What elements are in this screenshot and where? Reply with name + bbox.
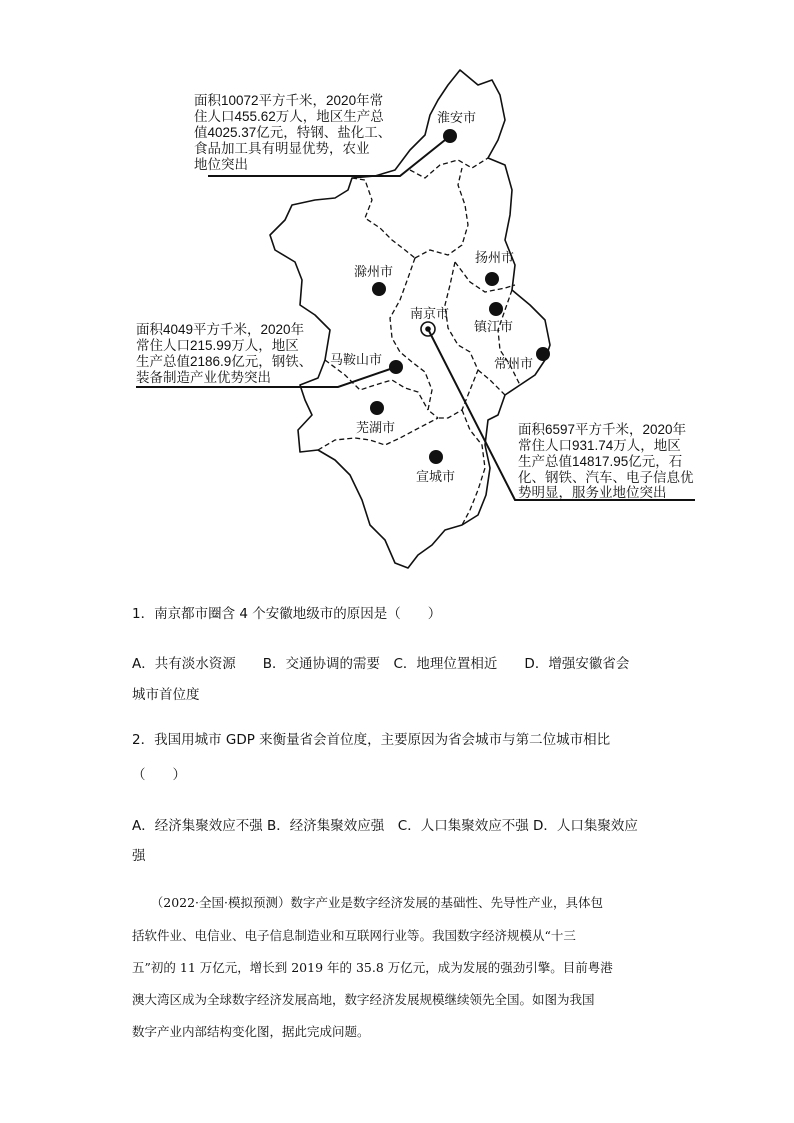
passage-line-2: 括软件业、电信业、电子信息制造业和互联网行业等。我国数字经济规模从“十三 [132,928,576,943]
boundary-yangzhou-south [455,262,515,292]
question-2-stem: 2．我国用城市 GDP 来衡量省会首位度，主要原因为省会城市与第二位城市相比 [132,732,611,748]
svg-text:装备制造产业优势突出: 装备制造产业优势突出 [136,370,271,385]
svg-text:常住人口215.99万人，地区: 常住人口215.99万人，地区 [136,338,299,353]
huaian-note [194,92,391,172]
svg-text:值4025.37亿元，特钢、盐化工、: 值4025.37亿元，特钢、盐化工、 [194,125,392,140]
zhenjiang-label: 镇江市 [474,320,514,335]
passage-line-4: 澳大湾区成为全球数字经济发展高地，数字经济发展规模继续领先全国。如图为我国 [132,992,595,1007]
huaian-label: 淮安市 [437,111,477,126]
yangzhou-label: 扬州市 [475,251,515,266]
zhenjiang-dot [489,302,503,316]
passage-line-3: 五”初的 11 万亿元，增长到 2019 年的 35.8 万亿元，成为发展的强劲引擎。目前粤港 [132,960,613,975]
boundary-zhenjiang-south [478,370,505,395]
maanshan-label: 马鞍山市 [330,353,383,368]
svg-text:地位突出: 地位突出 [194,157,248,172]
question-1-options-cont: 城市首位度 [132,687,200,703]
xuancheng-label: 宣城市 [416,470,456,485]
question-1-stem: 1．南京都市圈含 4 个安徽地级市的原因是（ ） [132,606,442,622]
svg-text:面积10072平方千米，2020年常: 面积10072平方千米，2020年常 [194,93,384,108]
svg-text:住人口455.62万人，地区生产总: 住人口455.62万人，地区生产总 [194,109,384,124]
nanjing-label: 南京市 [410,307,450,322]
svg-text:生产总值2186.9亿元，钢铁、: 生产总值2186.9亿元，钢铁、 [136,354,313,369]
boundary-chuzhou-yangzhou [415,168,468,258]
chuzhou-dot [372,282,386,296]
question-2-options-cont: 强 [132,848,146,864]
maanshan-note [136,321,312,385]
svg-text:化、钢铁、汽车、电子信息优: 化、钢铁、汽车、电子信息优 [518,470,694,485]
chuzhou-label: 滁州市 [354,265,394,280]
svg-text:势明显，服务业地位突出: 势明显，服务业地位突出 [518,485,667,500]
boundary-nanjing-west [390,258,438,418]
changzhou-dot [536,347,550,361]
question-1-options: A．共有淡水资源 B．交通协调的需要 C．地理位置相近 D．增强安徽省会 [132,656,630,672]
wuhu-dot [370,401,384,415]
svg-text:常住人口931.74万人，地区: 常住人口931.74万人，地区 [518,438,681,453]
question-2-stem-cont: （ ） [132,767,186,783]
xuancheng-dot [429,450,443,464]
svg-text:生产总值14817.95亿元，石: 生产总值14817.95亿元，石 [518,454,683,469]
nanjing-note [518,421,694,501]
svg-text:面积6597平方千米，2020年: 面积6597平方千米，2020年 [518,422,687,437]
wuhu-label: 芜湖市 [356,421,396,436]
svg-text:面积4049平方千米，2020年: 面积4049平方千米，2020年 [136,322,305,337]
question-2-options: A．经济集聚效应不强 B．经济集聚效应强 C．人口集聚效应不强 D．人口集聚效应 [132,818,638,834]
boundary-huaian-chuzhou [352,178,415,258]
passage-line-1: （2022·全国·模拟预测）数字产业是数字经济发展的基础性、先导性产业，具体包 [132,895,604,910]
yangzhou-dot [485,272,499,286]
svg-text:食品加工具有明显优势，农业: 食品加工具有明显优势，农业 [194,141,370,156]
boundary-nanjing-east [438,262,478,418]
changzhou-label: 常州市 [494,357,534,372]
boundary-huaian-yangzhou [410,158,488,178]
passage-line-5: 数字产业内部结构变化图，据此完成问题。 [132,1024,370,1039]
